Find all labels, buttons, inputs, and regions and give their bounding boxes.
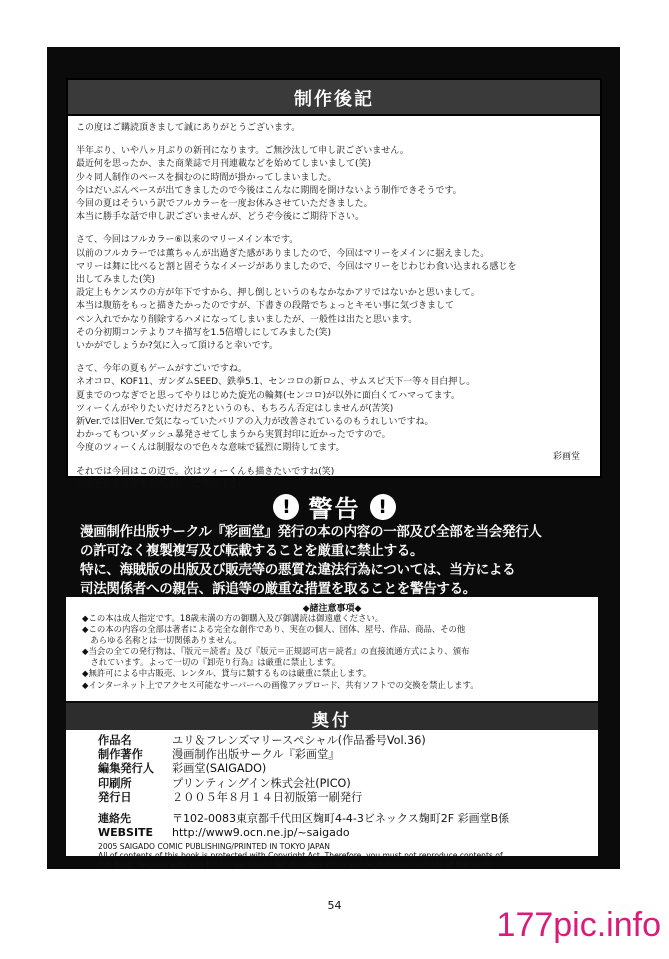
afterword-line: ペン入れでかなり削除するハメになってしまいましたが、一般性は出たと思います。 (76, 314, 418, 325)
afterword-line: それでは今回はこの辺で。次はツィーくんも描きたいですね(笑) (76, 466, 335, 477)
exclamation-icon: ! (273, 494, 299, 520)
colophon-label: WEBSITE (98, 826, 154, 840)
warning-line: 司法関係者への親告、訴追等の厳重な措置を取ることを警告する。 (80, 581, 476, 597)
notice-list (82, 613, 592, 691)
colophon-value: http://www9.ocn.ne.jp/~saigado (172, 826, 350, 840)
exclamation-icon: ! (370, 494, 396, 520)
afterword-line: わかってもついダッシュ暴発させてしまうから実質封印に近かったですので。 (76, 430, 391, 441)
afterword-signature: 彩画堂 (552, 452, 580, 462)
afterword-line: 今はだいぶんペースが出てきましたので今後はこんなに期間を開けないよう制作できそうです。 (76, 185, 462, 196)
colophon-title-bar (66, 703, 598, 730)
afterword-paragraph (76, 363, 594, 455)
afterword-line: 今度のツィーくんは制服なので色々な意味で猛烈に期待してます。 (76, 443, 345, 454)
warning-header (0, 489, 669, 523)
notice-item: ◆当会の全ての発行物は、『版元＝読者』及び『版元＝正規認可店＝読者』の直接流通方式により、頒布 (82, 646, 470, 657)
colophon-box (66, 703, 598, 870)
colophon-value: 漫画制作出版サークル『彩画堂』 (172, 748, 340, 762)
colophon-value: プリンティングイン株式会社(PICO) (172, 776, 351, 790)
colophon-row (98, 791, 588, 805)
afterword-line: ネオコロ、KOF11、ガンダムSEED、鉄拳5.1、センコロの新ロム、サムスピ天下一等々目白押し。 (76, 377, 476, 388)
warning-line: 漫画制作出版サークル『彩画堂』発行の本の内容の一部及び全部を当会発行人 (80, 524, 542, 540)
colophon-rows (98, 734, 588, 805)
afterword-line: さて、今年の夏もゲームがすごいですね。 (76, 364, 247, 375)
warning-text (80, 523, 600, 599)
afterword-line: 設定上もケンスウの方が年下ですから、押し倒しというのもなかなかアリではないかと思いまして。 (76, 288, 480, 299)
notice-title: ◆諸注意事項◆ (302, 604, 362, 614)
warning-title: 警告 (308, 494, 361, 523)
afterword-line: マリーは舞に比べると割と固そうなイメージがありましたので、今回はマリーをじわじわ食い込まれる感じを (76, 261, 517, 272)
page-number: 54 (327, 899, 342, 912)
afterword-line: さて、今回はフルカラー⑥以来のマリーメイン本です。 (76, 235, 299, 246)
notice-item: ◆この本は成人指定です。18歳未満の方の御購入及び御講読は御遠慮ください。 (82, 613, 384, 623)
watermark: 177pic.info (496, 906, 661, 944)
copyright-line: 2005 SAIGADO COMIC PUBLISHING/PRINTED IN TOKYO JAPAN (98, 842, 330, 851)
notice-item: ◆無許可による中古販売、レンタル、貸与に類するものは厳重に禁止します。 (82, 668, 372, 679)
copyright-notice (98, 842, 588, 870)
colophon-value: 〒102-0083東京都千代田区麹町4-4-3ビネックス麹町2F 彩画堂B係 (172, 812, 510, 825)
afterword-line: 夏までのつなぎでと思ってやりはじめた旋光の輪舞(センコロ)が以外に面白くてハマってます。 (76, 390, 460, 401)
colophon-label: 制作著作 (98, 748, 143, 762)
notice-box (66, 597, 598, 701)
afterword-line: 最近何を思ったか、また商業誌で月刊連載などを始めてしまいまして(笑) (76, 159, 372, 170)
colophon-title: 奥付 (312, 711, 352, 731)
afterword-paragraph (76, 145, 594, 224)
afterword-line: 新Ver.では旧Ver.で気になっていたバリアの入力が改善されているのもうれしいですね。 (76, 417, 434, 428)
afterword-line: この度はご購読頂きまして誠にありがとうございます。 (76, 123, 301, 133)
colophon-row (98, 748, 588, 762)
copyright-line: this book. Saigado asks you for compensation for damages when you reproduced contents of this book (98, 860, 491, 870)
colophon-value: ２００５年８月１４日初版第一刷発行 (172, 790, 363, 804)
afterword-line: 少々同人制作のペースを掴むのに時間が掛かってしまいました。 (76, 172, 337, 183)
afterword-box (66, 78, 602, 490)
afterword-line: その分初期コンテよりフキ描写を1.5倍増しにしてみました(笑) (76, 327, 331, 338)
colophon-label: 作品名 (98, 734, 132, 747)
colophon-row (98, 762, 588, 776)
colophon-row (98, 734, 588, 748)
afterword-line: 半年ぶり、いや八ヶ月ぶりの新刊になります。ご無沙汰して申し訳ございません。 (76, 146, 409, 157)
afterword-line: 出してみました(笑) (76, 275, 156, 286)
afterword-line: 本当に勝手な話で申し訳ございませんが、どうぞ今後にご期待下さい。 (76, 212, 365, 223)
colophon-value: 彩画堂(SAIGADO) (172, 762, 267, 776)
colophon-contact-rows (98, 812, 588, 841)
colophon-row (98, 777, 588, 791)
colophon-label: 印刷所 (98, 776, 132, 790)
afterword-paragraph (76, 122, 594, 135)
colophon-row (98, 826, 588, 840)
afterword-line: 今回の夏はそういう訳でフルカラーを一度お休みさせていただきました。 (76, 199, 373, 210)
afterword-line: ツィーくんがやりたいだけだろ?というのも、もちろん否定はしませんが(苦笑) (76, 403, 394, 414)
afterword-line: 以前のフルカラーでは薫ちゃんが出過ぎた感がありましたので、今回はマリーをメインに据えました。 (76, 248, 490, 259)
copyright-line: All of contents of this book is protected with Copyright Act. Therefore, you must not reproduce contents of (98, 851, 503, 861)
notice-item: されています。よって一切の『卸売り行為』は厳重に禁止します。 (82, 657, 341, 668)
notice-item: ◆この本の内容の全部は著者による完全な創作であり、実在の個人、団体、屋号、作品、商品、その他 (82, 624, 466, 635)
afterword-paragraph (76, 234, 594, 353)
colophon-label: 発行日 (98, 790, 132, 804)
afterword-title-bar (68, 80, 600, 116)
afterword-body (76, 122, 594, 502)
warning-line: の許可なく複製複写及び転載することを厳重に禁止する。 (80, 543, 424, 559)
afterword-line: 今後ともどうぞ当会の活動にご期待下さい。 (76, 479, 257, 490)
afterword-title: 制作後記 (294, 89, 374, 110)
notice-item: ◆インターネット上でアクセス可能なサーバーへの画像アップロード、共有ソフトでの交換を禁止します。 (82, 679, 479, 690)
notice-item: あらゆる名称とは一切関係ありません。 (82, 635, 242, 646)
colophon-label: 編集発行人 (98, 762, 154, 776)
warning-line: 特に、海賊版の出版及び販売等の悪質な違法行為については、当方による (80, 562, 516, 578)
afterword-line: いかがでしょうか?気に入って頂けると幸いです。 (76, 341, 279, 352)
colophon-value: ユリ＆フレンズマリースペシャル(作品番号Vol.36) (172, 734, 426, 747)
colophon-row (98, 812, 588, 826)
afterword-line: 本当は腹筋をもっと描きたかったのですが、下書きの段階でちょっとキモい事に気づきまして (76, 301, 455, 312)
colophon-label: 連絡先 (98, 812, 131, 825)
